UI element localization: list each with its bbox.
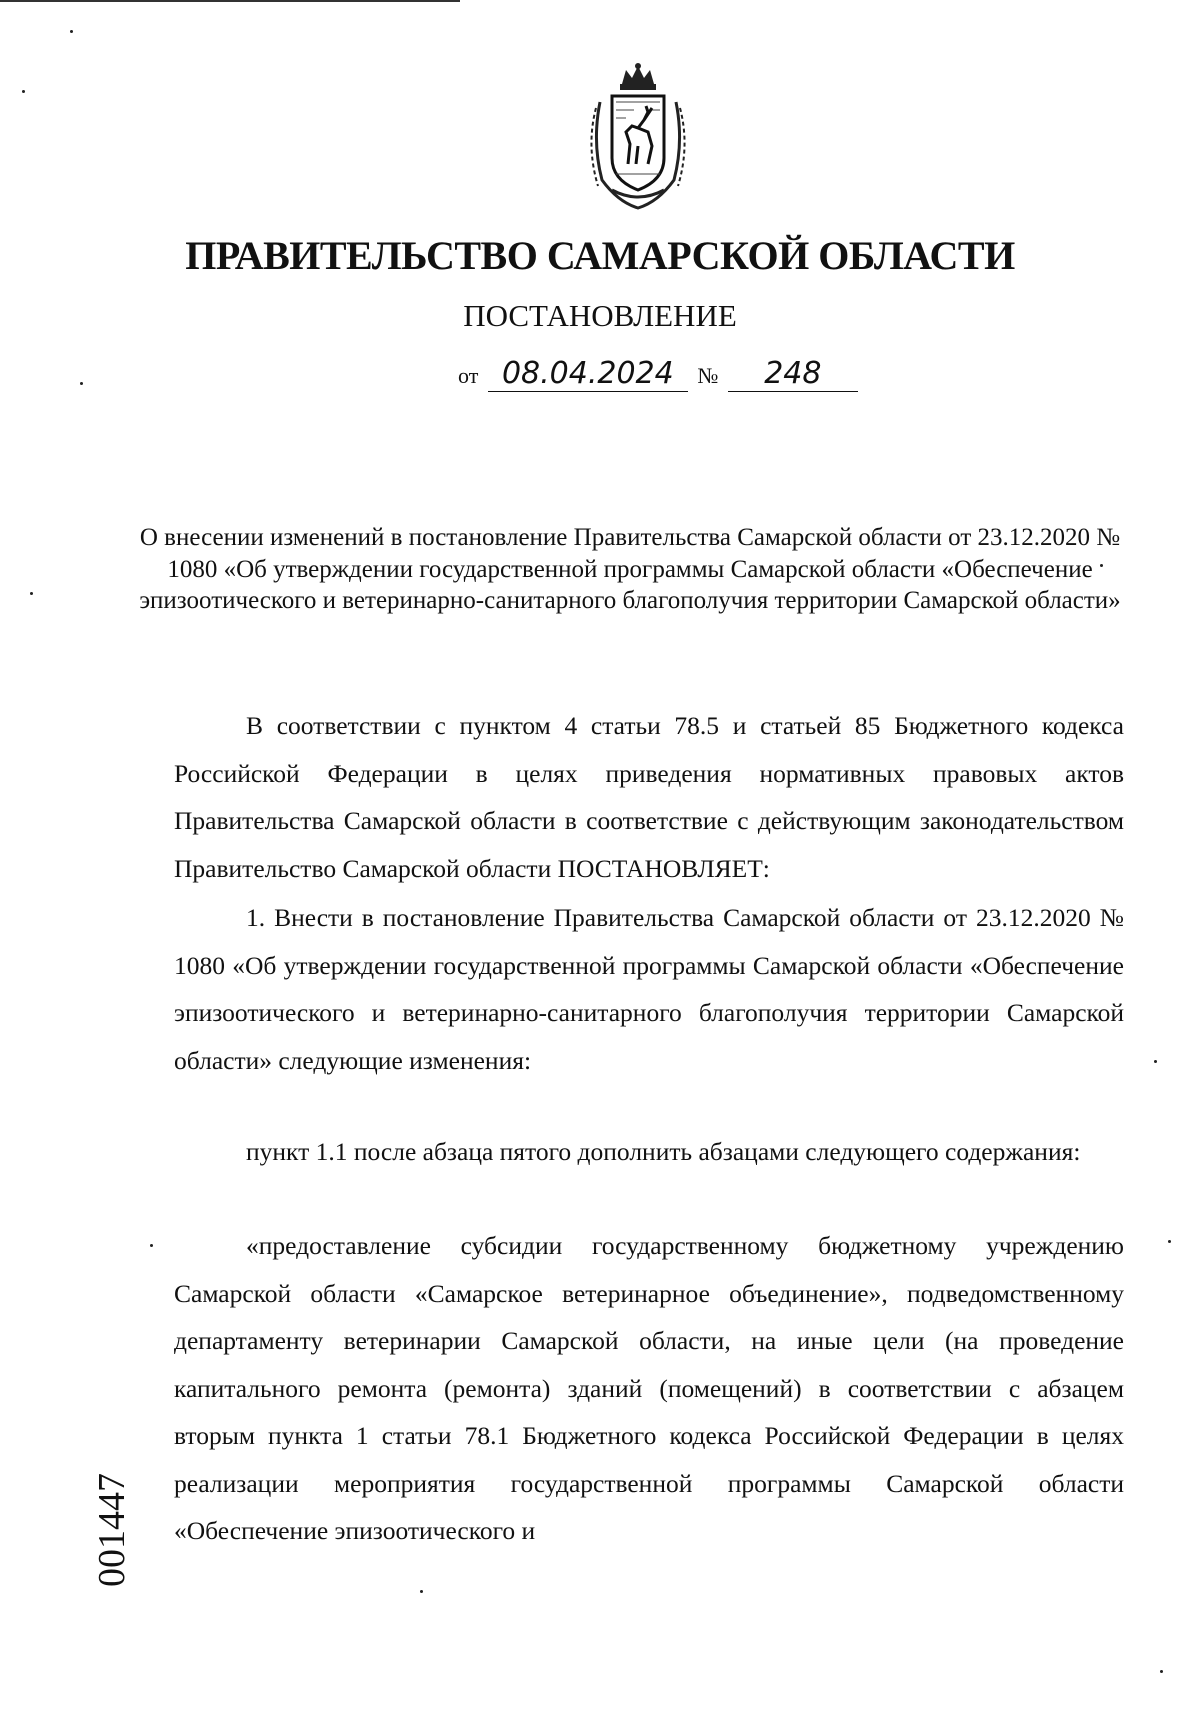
handwritten-date: 08.04.2024 xyxy=(488,356,688,392)
body-paragraph: 1. Внести в постановление Правительства Самарской области от 23.12.2020 № 1080 «Об утверждении государственной программы Самарской области «Обеспечение эпизоотического и ветеринарно-санитарного благополучия территории Самарской области» следующие изменения: xyxy=(174,903,1124,1075)
scan-speck xyxy=(1168,1240,1171,1243)
scan-speck xyxy=(70,30,73,33)
handwritten-number: 248 xyxy=(728,356,858,392)
number-prefix: № xyxy=(697,363,719,388)
scan-speck xyxy=(1154,1060,1157,1063)
document-number-line xyxy=(458,356,858,392)
serial-number: 001447 xyxy=(91,1473,133,1587)
government-title: ПРАВИТЕЛЬСТВО САМАРСКОЙ ОБЛАСТИ xyxy=(185,233,1015,278)
scan-speck xyxy=(22,90,25,93)
scan-speck xyxy=(80,382,83,385)
body-paragraph: пункт 1.1 после абзаца пятого дополнить абзацами следующего содержания: xyxy=(246,1137,1081,1166)
scan-speck xyxy=(30,592,33,595)
document-type: ПОСТАНОВЛЕНИЕ xyxy=(463,298,737,333)
date-prefix: от xyxy=(458,363,479,388)
scan-speck xyxy=(150,1244,153,1247)
body-paragraph: «предоставление субсидии государственному бюджетному учреждению Самарской области «Самарское ветеринарное объединение», подведомственному департаменту ветеринарии Самарской области, на иные цели (на проведение капитального ремонта (ремонта) зданий (помещений) в соответствии с абзацем вторым пункта 1 статьи 78.1 Бюджетного кодекса Российской Федерации в целях реализации мероприятия государственной программы Самарской области «Обеспечение эпизоотического и xyxy=(174,1231,1124,1545)
coat-of-arms-icon xyxy=(582,62,694,212)
scan-speck xyxy=(1100,564,1103,567)
document-subject: О внесении изменений в постановление Правительства Самарской области от 23.12.2020 № 1080 «Об утверждении государственной программы Самарской области «Обеспечение эпизоотического и ветеринарно-санитарного благополучия территории Самарской области» xyxy=(139,524,1121,614)
scan-speck xyxy=(420,1590,423,1593)
scan-edge-line xyxy=(0,0,460,2)
serial-number-stamp xyxy=(92,1440,132,1620)
scan-speck xyxy=(1160,1670,1163,1673)
body-paragraph: В соответствии с пунктом 4 статьи 78.5 и статьей 85 Бюджетного кодекса Российской Федерации в целях приведения нормативных правовых актов Правительства Самарской области в соответствие с действующим законодательством Правительство Самарской области ПОСТАНОВЛЯЕТ: xyxy=(174,711,1124,883)
